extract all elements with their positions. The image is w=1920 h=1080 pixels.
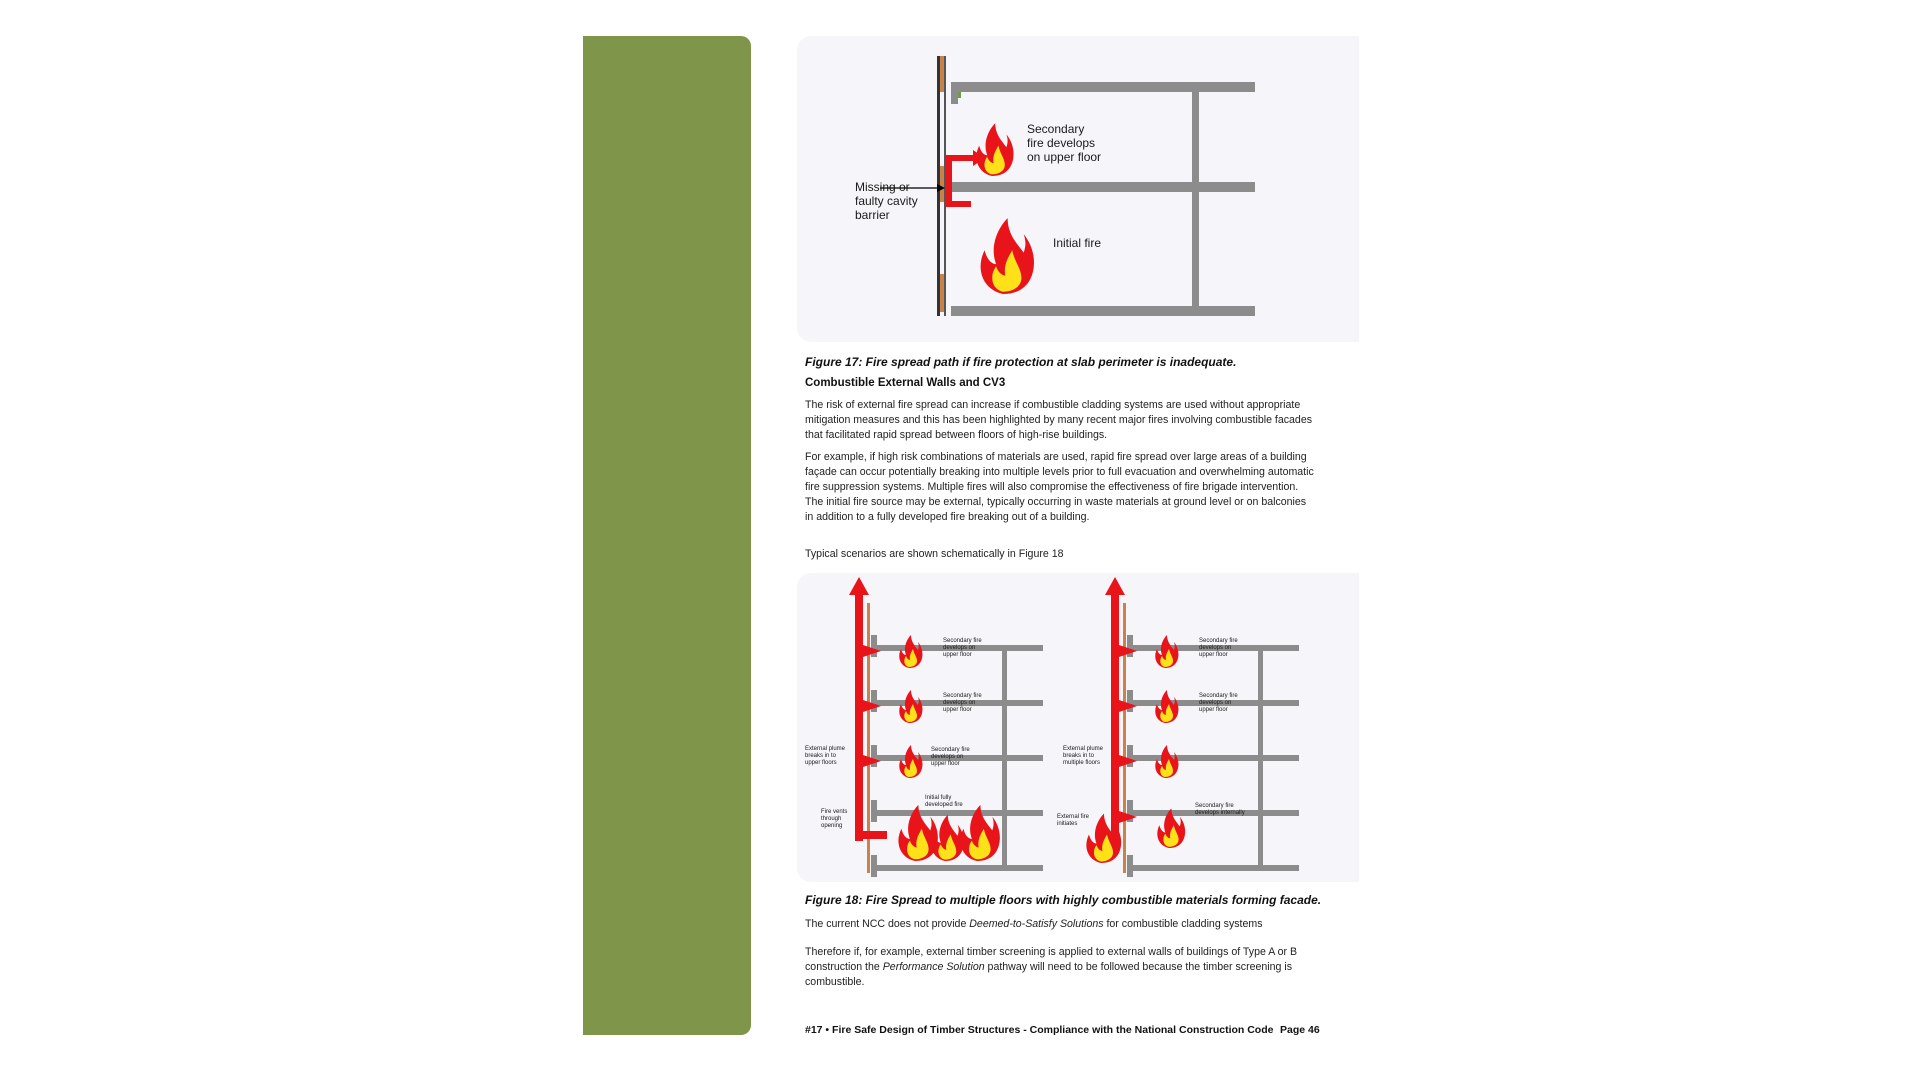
left-label-third-1: Secondary fire (931, 747, 970, 753)
green-sidebar (583, 36, 751, 1035)
left-label-mid-1: Secondary fire (943, 693, 982, 699)
right-plume-3: multiple floors (1063, 760, 1101, 766)
label-missing-line3: barrier (855, 208, 890, 222)
left-label-top-3: upper floor (943, 652, 972, 658)
right-ext-2: initiates (1057, 821, 1078, 827)
footer-title: #17 • Fire Safe Design of Timber Structures - Compliance with the National Construction Code (805, 1024, 1274, 1036)
right-label-mid-3: upper floor (1199, 707, 1228, 713)
figure-18 (797, 573, 1359, 882)
right-label-internal-1: Secondary fire (1195, 803, 1234, 809)
left-label-top-1: Secondary fire (943, 638, 982, 644)
paragraph-scenarios: Typical scenarios are shown schematically in Figure 18 (805, 548, 1064, 560)
label-initial-fire: Initial fire (1053, 236, 1102, 250)
left-vents-3: opening (821, 823, 843, 829)
right-label-mid-2: develops on (1199, 700, 1232, 706)
left-vents-2: through (821, 816, 842, 822)
left-label-initial-1: Initial fully (925, 795, 952, 801)
left-plume-1: External plume (805, 746, 846, 752)
label-secondary-line3: on upper floor (1027, 150, 1102, 164)
left-plume-3: upper floors (805, 760, 837, 766)
right-plume-1: External plume (1063, 746, 1104, 752)
paragraph-therefore: Therefore if, for example, external timber screening is applied to external walls of buildings of Type A or B construction the Performance Solution pathway will need to be followed because the timber screening is combustible. (805, 946, 1298, 988)
paragraph-ncc: The current NCC does not provide Deemed-to-Satisfy Solutions for combustible cladding systems (805, 918, 1263, 930)
right-ext-1: External fire (1057, 814, 1090, 820)
figure-17 (797, 36, 1359, 342)
section-heading: Combustible External Walls and CV3 (805, 377, 1006, 389)
left-plume-2: breaks in to (805, 753, 837, 759)
paragraph-example: For example, if high risk combinations of materials are used, rapid fire spread over large areas of a building façade can occur potentially breaking into multiple levels prior to full evacuation and overwhelming automatic fire suppression systems. Multiple fires will also compromise the effectiveness of fire brigade intervention. The initial fire source may be external, typically occurring in waste materials at ground level or on balconies in addition to a fully developed fire breaking out of a building. (805, 451, 1314, 523)
right-label-internal-2: develops internally (1195, 810, 1245, 816)
page-number: Page 46 (1280, 1024, 1320, 1036)
left-label-mid-2: develops on (943, 700, 976, 706)
right-label-top-2: develops on (1199, 645, 1232, 651)
paragraph-risk: The risk of external fire spread can increase if combustible cladding systems are used without appropriate mitigation measures and this has been highlighted by many recent major fires involving combustible facades that facilitated rapid spread between floors of high-rise buildings. (805, 399, 1313, 441)
label-missing-line1: Missing or (855, 180, 910, 194)
right-label-mid-1: Secondary fire (1199, 693, 1238, 699)
left-label-initial-2: developed fire (925, 802, 963, 808)
label-secondary-line2: fire develops (1027, 136, 1096, 150)
left-label-third-2: develops on (931, 754, 964, 760)
left-label-top-2: develops on (943, 645, 976, 651)
right-plume-2: breaks in to (1063, 753, 1095, 759)
left-label-third-3: upper floor (931, 761, 960, 767)
label-secondary-line1: Secondary (1027, 122, 1085, 136)
figure-18-caption: Figure 18: Fire Spread to multiple floors with highly combustible materials forming facade. (805, 893, 1322, 907)
left-label-mid-3: upper floor (943, 707, 972, 713)
figure-17-caption: Figure 17: Fire spread path if fire protection at slab perimeter is inadequate. (805, 355, 1237, 369)
left-vents-1: Fire vents (821, 809, 848, 815)
right-label-top-1: Secondary fire (1199, 638, 1238, 644)
label-missing-line2: faulty cavity (855, 194, 918, 208)
right-label-top-3: upper floor (1199, 652, 1228, 658)
